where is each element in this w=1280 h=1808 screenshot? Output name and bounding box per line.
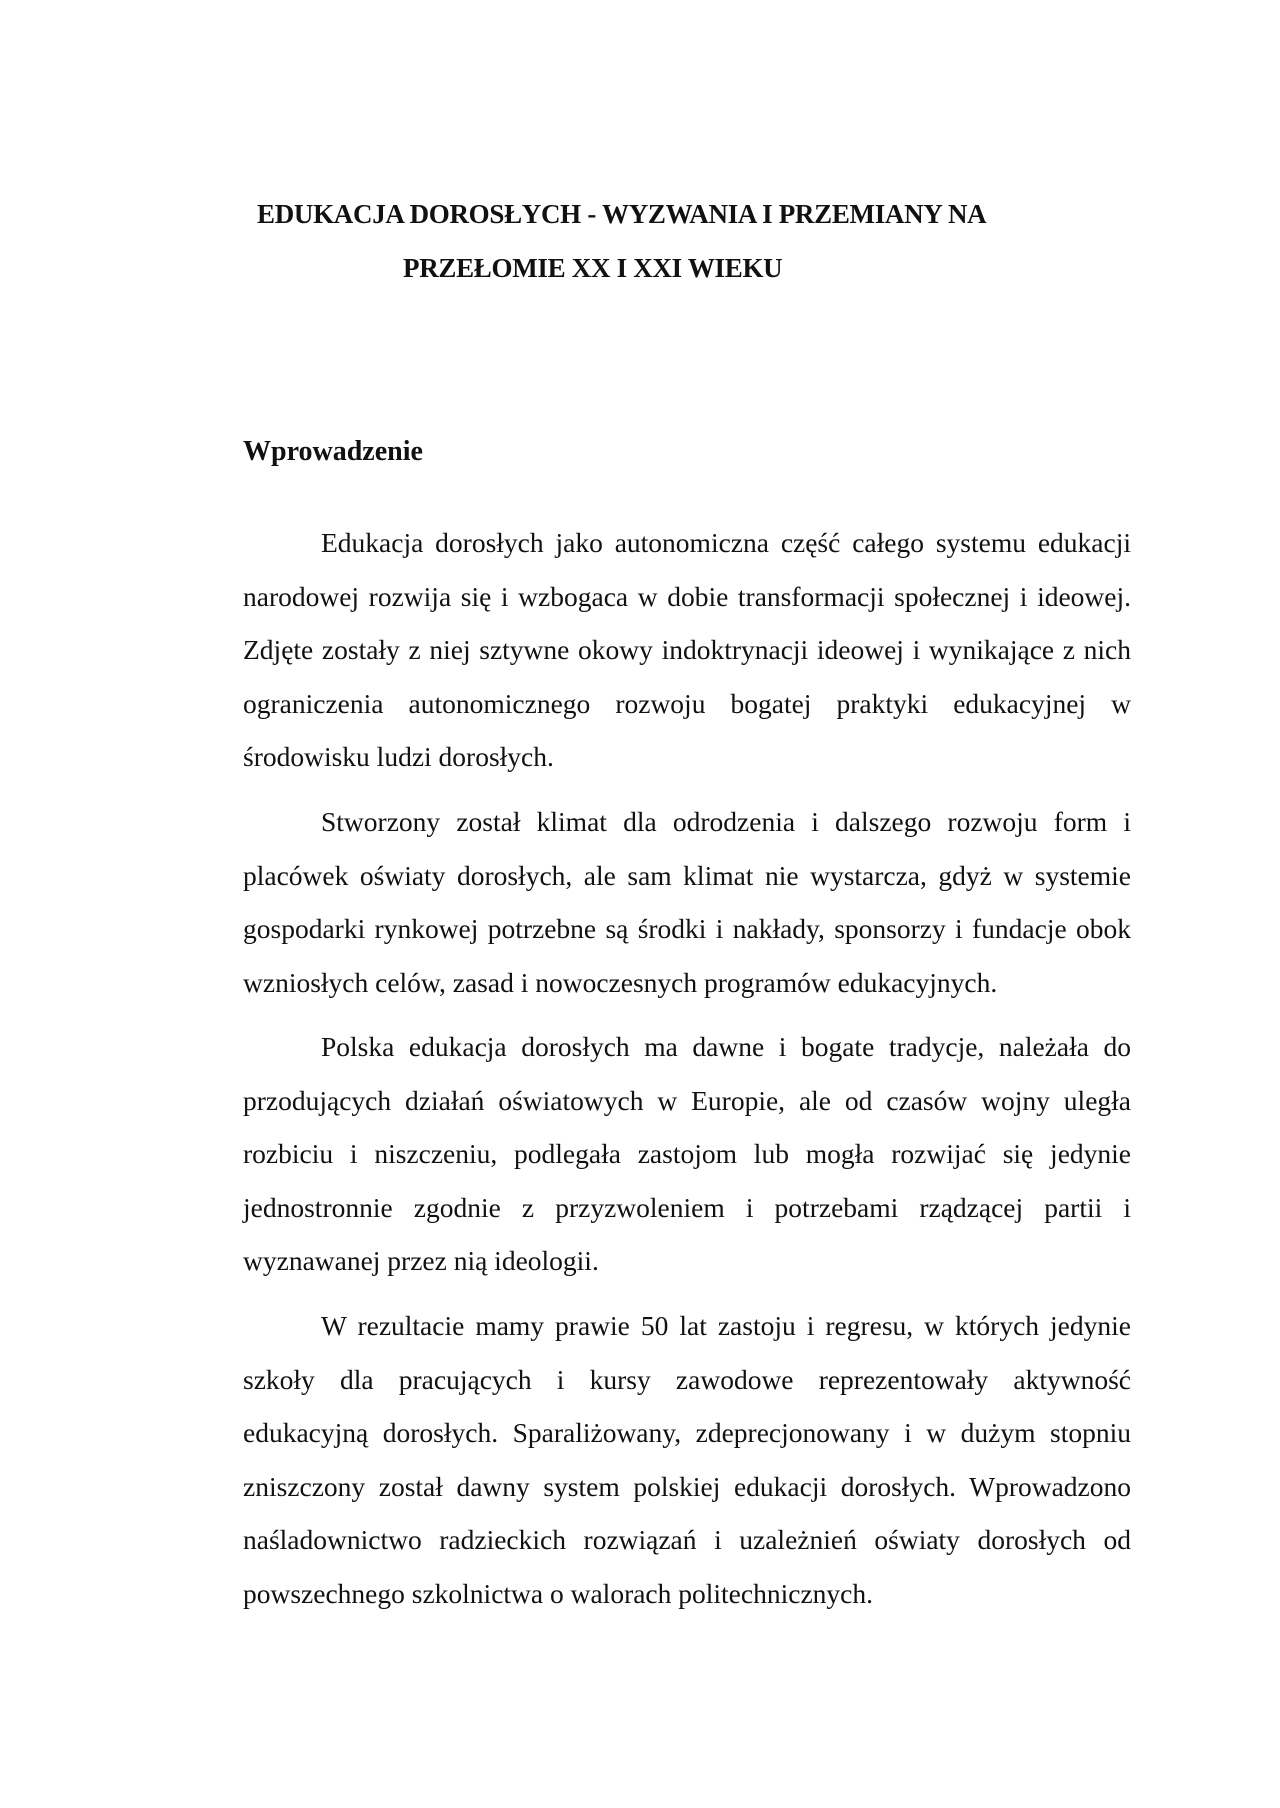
paragraph-1: Edukacja dorosłych jako autonomiczna część całego systemu edukacji narodowej rozwija się i wzbogaca w dobie transformacji społecznej i ideowej. Zdjęte zostały z niej sztywne okowy indoktrynacji ideowej i wynikające z nich ograniczenia autonomicznego rozwoju bogatej praktyki edukacyjnej w środowisku ludzi dorosłych. (243, 527, 1131, 773)
paragraph-3: Polska edukacja dorosłych ma dawne i bogate tradycje, należała do przodujących działań oświatowych w Europie, ale od czasów wojny uległa rozbiciu i niszczeniu, podlegała zastojom lub mogła rozwijać się jedynie jednostronnie zgodnie z przyzwoleniem i potrzebami rządzącej partii i wyznawanej przez nią ideologii. (243, 1031, 1131, 1277)
document-title-line-1: EDUKACJA DOROSŁYCH - WYZWANIA I PRZEMIANY NA (257, 199, 987, 229)
paragraph-2: Stworzony został klimat dla odrodzenia i dalszego rozwoju form i placówek oświaty dorosłych, ale sam klimat nie wystarcza, gdyż w systemie gospodarki rynkowej potrzebne są środki i nakłady, sponsorzy i fundacje obok wzniosłych celów, zasad i nowoczesnych programów edukacyjnych. (243, 806, 1131, 998)
paragraph-4: W rezultacie mamy prawie 50 lat zastoju i regresu, w których jedynie szkoły dla pracujących i kursy zawodowe reprezentowały aktywność edukacyjną dorosłych. Sparaliżowany, zdeprecjonowany i w dużym stopniu zniszczony został dawny system polskiej edukacji dorosłych. Wprowadzono naśladownictwo radzieckich rozwiązań i uzależnień oświaty dorosłych od powszechnego szkolnictwa o walorach politechnicznych. (243, 1310, 1131, 1609)
document-title-line-2: PRZEŁOMIE XX I XXI WIEKU (403, 253, 783, 283)
section-heading: Wprowadzenie (243, 436, 423, 467)
